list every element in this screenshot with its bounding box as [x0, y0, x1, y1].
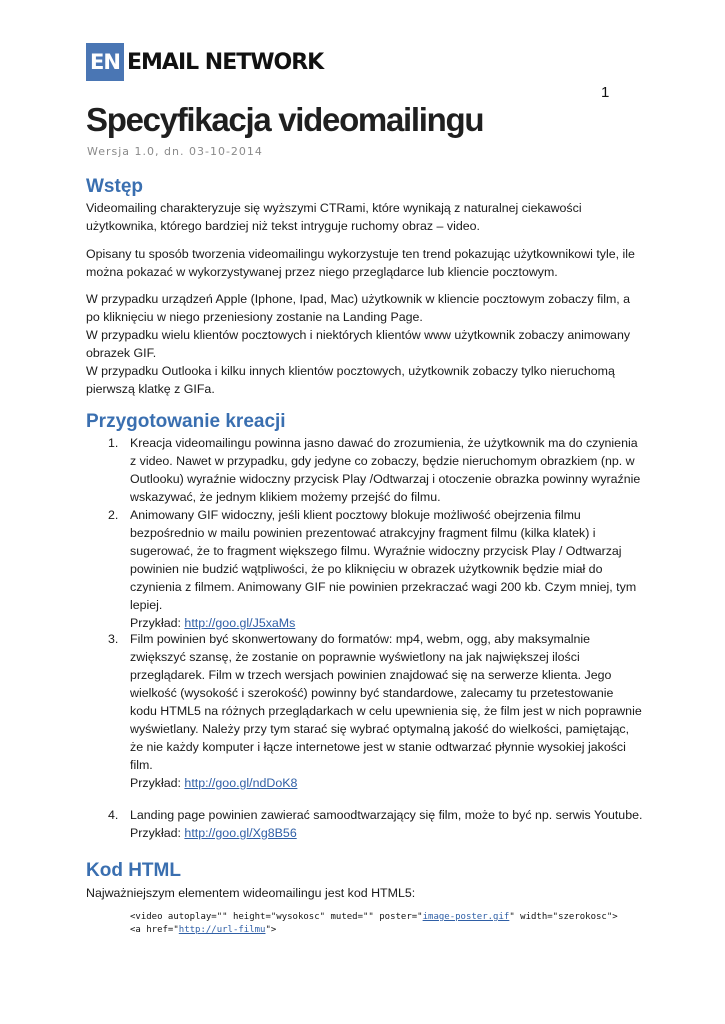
- list-number: 3.: [108, 632, 119, 646]
- html-intro: Najważniejszym elementem wideomailingu jest kod HTML5:: [86, 886, 416, 900]
- document-version: Wersja 1.0, dn. 03-10-2014: [87, 145, 263, 158]
- list-item-text: Film powinien być skonwertowany do formatów: mp4, webm, ogg, aby maksymalnie zwiększyć szansę, że zostanie on poprawnie wyświetlony na jak największej ilości przeglądarek. Film w trzech wersjach powinien znajdować się na serwerze klienta. Jego wielkość (wysokość i szerokość) powinny być standardowe, zalecamy tu przetestowanie kodu HTML5 na różnych przeglądarkach w celu upewnienia się, że film jest w nich poprawnie wyświetlany. Należy przy tym starać się wybrać optymalną jakość do wielkości, pamiętając, że nie każdy komputer i łącze internetowe jest w stanie odtwarzać płynnie wysokiej jakości film.: [130, 632, 642, 772]
- code-link-url[interactable]: http://url-filmu: [178, 925, 266, 935]
- list-number: 2.: [108, 508, 119, 522]
- example-line: [130, 824, 643, 842]
- logo-mark: EN: [86, 43, 124, 81]
- intro-paragraph-4: W przypadku wielu klientów pocztowych i niektórych klientów www użytkownik zobaczy animowany obrazek GIF.: [86, 328, 631, 360]
- intro-paragraph-2: Opisany tu sposób tworzenia videomailingu wykorzystuje ten trend pokazując użytkownikowi tyle, ile można pokazać w wykorzystywanej przez niego przeglądarce lub kliencie pocztowym.: [86, 247, 635, 279]
- list-number: 4.: [108, 808, 119, 822]
- code-text: " width="szerokosc">: [509, 912, 618, 922]
- example-line: [130, 774, 643, 792]
- code-link-poster[interactable]: image-poster.gif: [422, 912, 510, 922]
- section-heading-prep: Przygotowanie kreacji: [86, 411, 286, 432]
- code-text: <a href=": [130, 925, 179, 935]
- example-link-3[interactable]: http://goo.gl/Xg8B56: [184, 826, 297, 840]
- example-label: Przykład:: [130, 826, 181, 840]
- code-line-1: [130, 911, 650, 924]
- code-text: <video autoplay="" height="wysokosc" muted="" poster=": [130, 912, 423, 922]
- email-network-logo: [86, 42, 323, 82]
- code-text: ">: [265, 925, 277, 935]
- list-item-3: [108, 630, 643, 792]
- list-item-1: [108, 434, 643, 506]
- code-line-2: [130, 924, 650, 937]
- list-item-text: Kreacja videomailingu powinna jasno dawać do zrozumienia, że użytkownik ma do czynienia z video. Nawet w przypadku, gdy jedyne co zobaczy, będzie nieruchomym obrazkiem (np. w Outlooku) wyraźnie widoczny przycisk Play /Odtwarzaj i otoczenie obrazka powinny wyraźnie wskazywać, że jednym klikiem możemy przejść do filmu.: [130, 436, 641, 504]
- list-item-text: Landing page powinien zawierać samoodtwarzający się film, może to być np. serwis Youtube.: [130, 808, 643, 822]
- list-item-text: Animowany GIF widoczny, jeśli klient pocztowy blokuje możliwość obejrzenia filmu bezpośrednio w mailu powinien prezentować atrakcyjny fragment filmu (kilka klatek) i sugerować, że to fragment większego filmu. Wyraźnie widoczny przycisk Play / Odtwarzaj powinien nie budzić wątpliwości, że po kliknięciu w obrazek użytkownik będzie miał do czynienia z filmem. Animowany GIF nie powinien przekraczać wagi 200 kb. Czym mniej, tym lepiej.: [130, 508, 637, 612]
- section-heading-intro: Wstęp: [86, 176, 143, 197]
- logo-text: EMAIL NETWORK: [127, 49, 324, 75]
- list-item-2: [108, 506, 643, 632]
- section-heading-html: Kod HTML: [86, 860, 181, 881]
- intro-paragraph-3: W przypadku urządzeń Apple (Iphone, Ipad, Mac) użytkownik w kliencie pocztowym zobaczy film, a po kliknięciu w niego przeniesiony zostanie na Landing Page.: [86, 292, 631, 324]
- intro-paragraph-1: Videomailing charakteryzuje się wyższymi CTRami, które wynikają z naturalnej ciekawości użytkownika, którego bardziej niż tekst intryguje ruchomy obraz – video.: [86, 201, 582, 233]
- intro-paragraph-5: W przypadku Outlooka i kilku innych klientów pocztowych, użytkownik zobaczy tylko nieruchomą pierwszą klatkę z GIFa.: [86, 364, 615, 396]
- list-item-4: [108, 806, 643, 842]
- page-number: 1: [601, 84, 610, 101]
- page-title: Specyfikacja videomailingu: [86, 101, 484, 138]
- list-number: 1.: [108, 436, 119, 450]
- example-label: Przykład:: [130, 616, 181, 630]
- example-label: Przykład:: [130, 776, 181, 790]
- example-link-2[interactable]: http://goo.gl/ndDoK8: [184, 776, 298, 790]
- example-link-1[interactable]: http://goo.gl/J5xaMs: [184, 616, 296, 630]
